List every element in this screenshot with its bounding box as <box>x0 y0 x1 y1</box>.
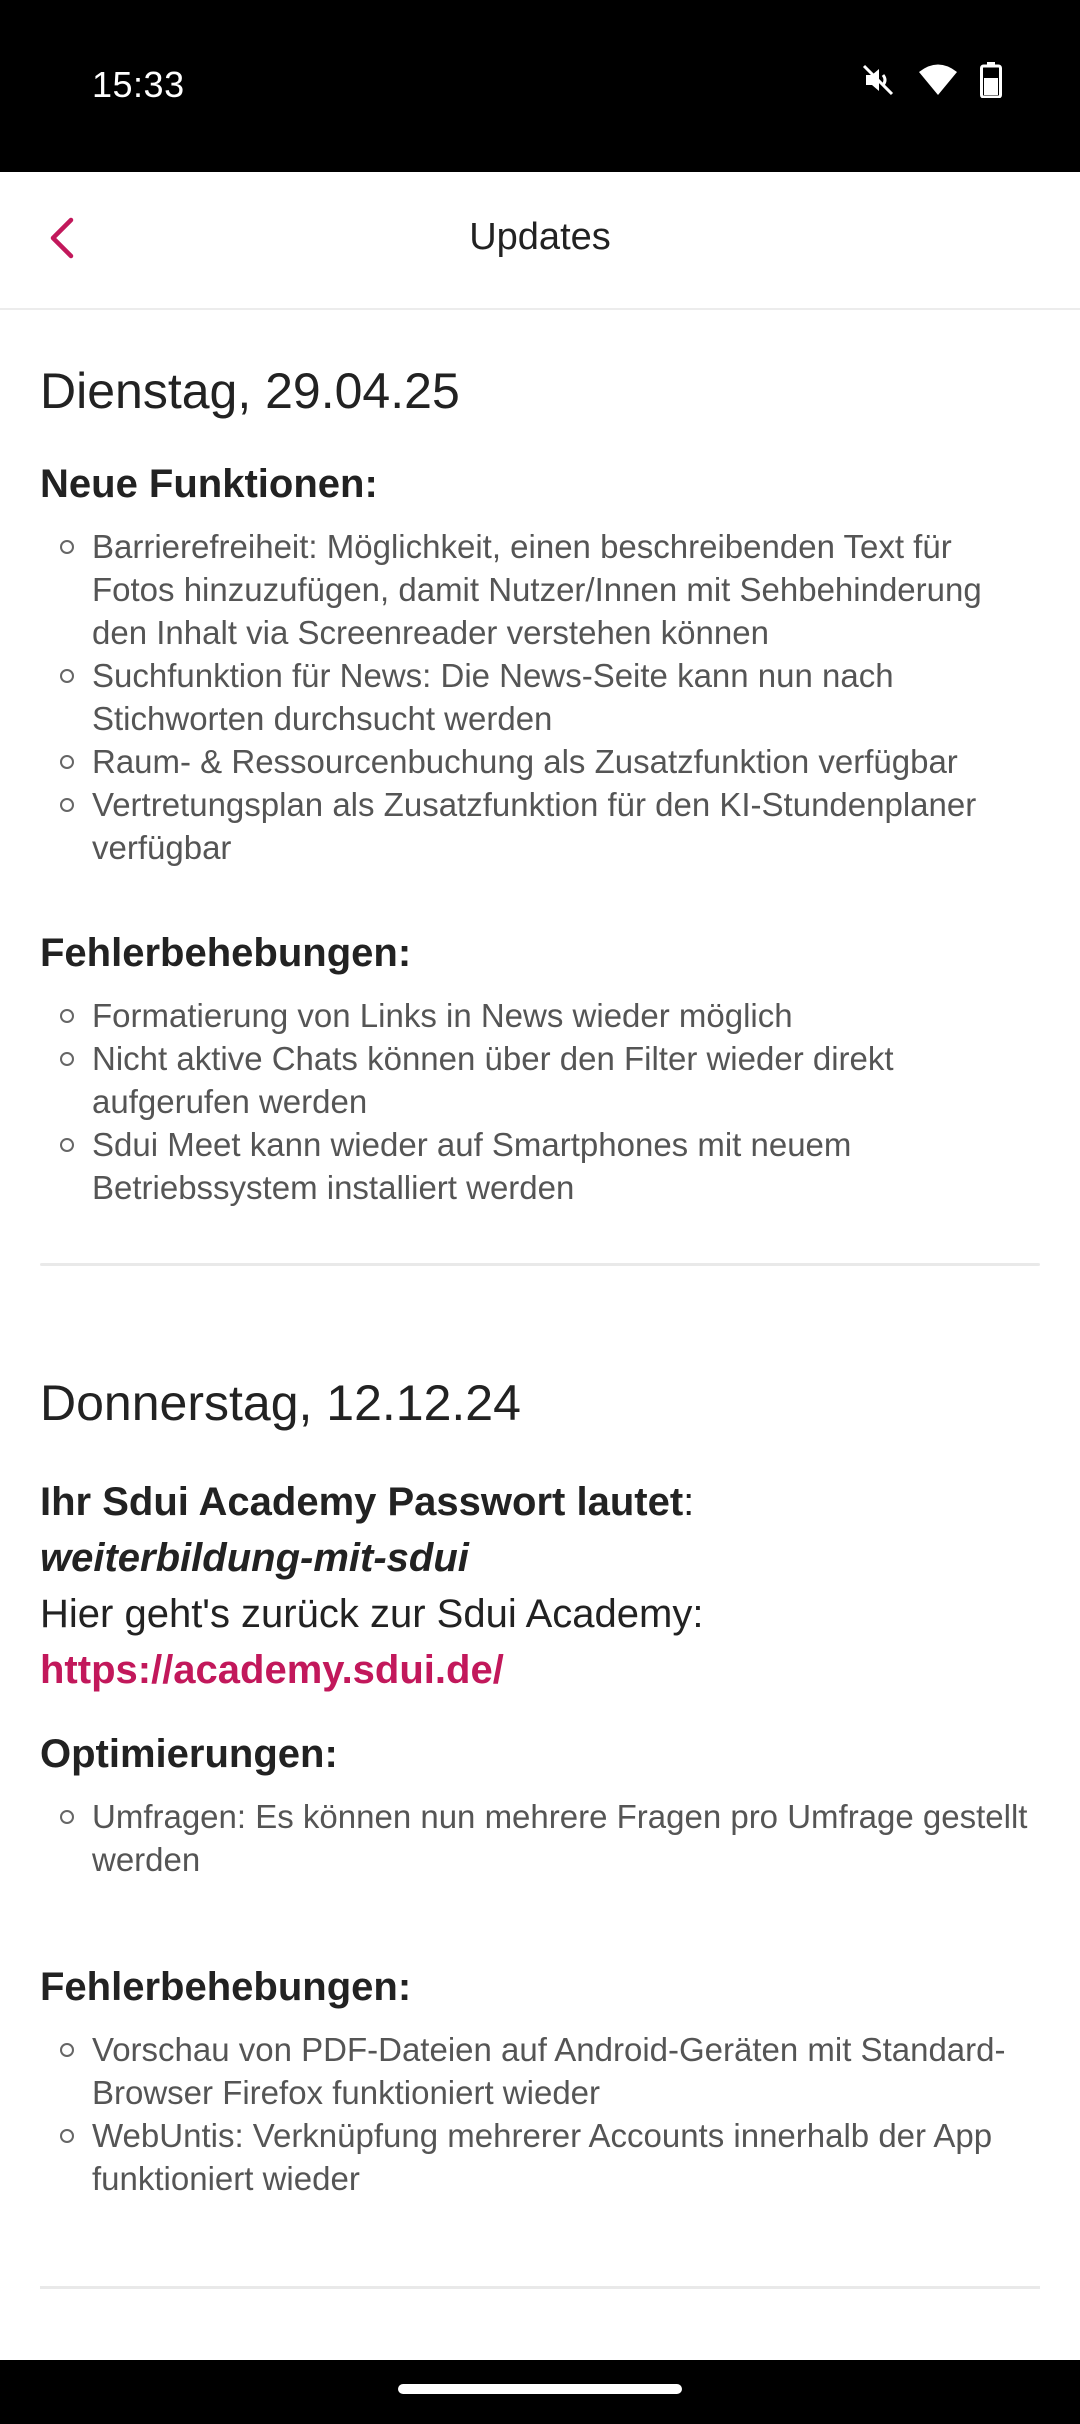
fix-list <box>40 994 1040 1209</box>
update-entry <box>0 362 1080 1209</box>
academy-password: weiterbildung-mit-sdui <box>40 1536 469 1580</box>
list-item: Vertretungsplan als Zusatzfunktion für den KI-Stundenplaner verfügbar <box>92 783 1040 869</box>
section-heading: Optimierungen: <box>40 1732 338 1776</box>
battery-icon <box>980 62 1002 103</box>
app-bar <box>0 172 1080 310</box>
list-item: Sdui Meet kann wieder auf Smartphones mit neuem Betriebssystem installiert werden <box>92 1123 1040 1209</box>
list-item: Umfragen: Es können nun mehrere Fragen pro Umfrage gestellt werden <box>92 1795 1040 1881</box>
page-title: Updates <box>469 216 611 258</box>
list-item: Raum- & Ressourcenbuchung als Zusatzfunktion verfügbar <box>92 740 1040 783</box>
entry-divider <box>40 2286 1040 2289</box>
update-date: Donnerstag, 12.12.24 <box>40 1375 521 1431</box>
update-entry <box>0 1374 1080 2200</box>
section-heading: Fehlerbehebungen: <box>40 1965 412 2009</box>
mute-icon <box>860 62 896 103</box>
updates-list[interactable] <box>0 310 1080 2360</box>
status-time: 15:33 <box>92 64 185 105</box>
status-bar <box>0 0 1080 172</box>
home-gesture-handle[interactable] <box>398 2384 682 2394</box>
list-item: Vorschau von PDF-Dateien auf Android-Geräten mit Standard-Browser Firefox funktioniert wieder <box>92 2028 1040 2114</box>
wifi-icon <box>918 63 958 102</box>
navigation-bar <box>0 2360 1080 2424</box>
section-heading: Fehlerbehebungen: <box>40 931 412 975</box>
status-icons <box>860 62 1002 103</box>
section-heading: Neue Funktionen: <box>40 462 378 506</box>
list-item: Formatierung von Links in News wieder möglich <box>92 994 1040 1037</box>
academy-password-label: Ihr Sdui Academy Passwort lautet <box>40 1480 684 1524</box>
entry-divider <box>40 1263 1040 1266</box>
fix-list <box>40 2028 1040 2200</box>
list-item: Nicht aktive Chats können über den Filter wieder direkt aufgerufen werden <box>92 1037 1040 1123</box>
academy-colon: : <box>683 1480 695 1524</box>
academy-back-text: Hier geht's zurück zur Sdui Academy: <box>40 1592 704 1636</box>
update-date: Dienstag, 29.04.25 <box>40 363 460 419</box>
list-item: Suchfunktion für News: Die News-Seite kann nun nach Stichworten durchsucht werden <box>92 654 1040 740</box>
feature-list <box>40 525 1040 869</box>
academy-info <box>40 1474 1040 1698</box>
list-item: WebUntis: Verknüpfung mehrerer Accounts innerhalb der App funktioniert wieder <box>92 2114 1040 2200</box>
list-item: Barrierefreiheit: Möglichkeit, einen beschreibenden Text für Fotos hinzuzufügen, damit Nutzer/Innen mit Sehbehinderung den Inhalt via Screenreader verstehen können <box>92 525 1040 654</box>
academy-link[interactable]: https://academy.sdui.de/ <box>40 1648 504 1692</box>
optimization-list <box>40 1795 1040 1881</box>
